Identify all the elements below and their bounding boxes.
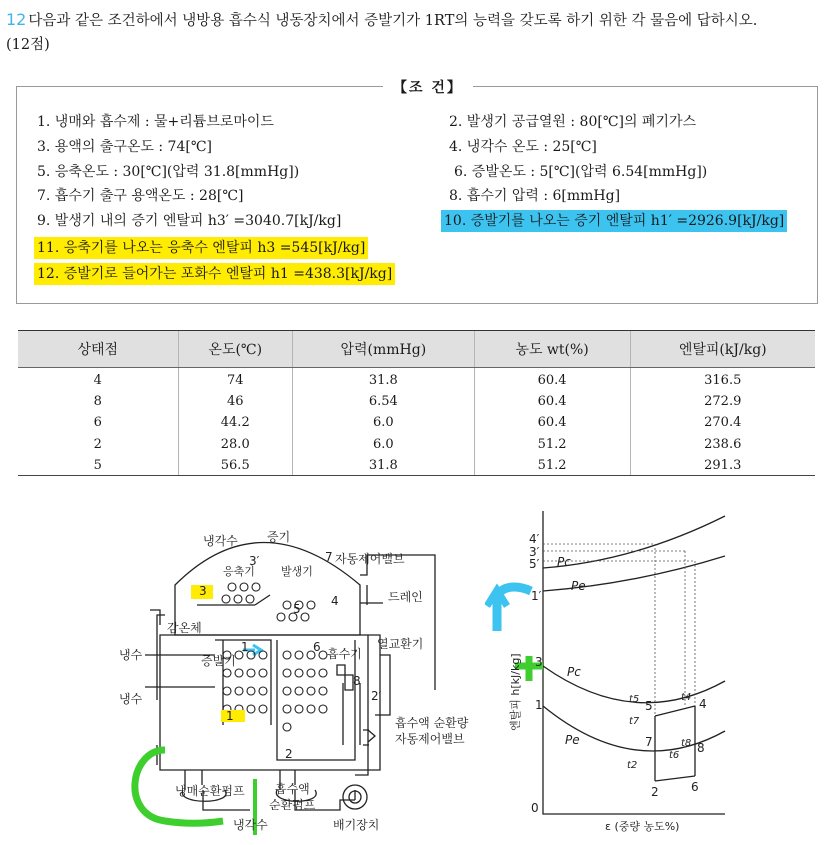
y-point-3: 3 [535,655,543,669]
label-heat-exchanger: 열교환기 [377,637,424,651]
point-5: 5 [293,602,301,616]
table-header-row [18,331,815,368]
point-3: 3 [199,584,207,598]
condition-2: 2. 발생기 공급열원 : 80[℃]의 폐기가스 [449,114,697,130]
diagram-x-axis-label: ε (중량 농도%) [605,820,680,833]
temp-label-t7: t7 [629,716,640,727]
temp-label-t5: t5 [629,694,640,705]
condition-11: 11. 응축기를 나오는 응축수 엔탈피 h3 =545[kJ/kg] [34,237,368,259]
table-cell: 60.4 [474,368,630,390]
condition-6: 6. 증발온도 : 5[℃](압력 6.54[mmHg]) [454,164,708,180]
table-cell: 6.54 [293,389,475,411]
table-cell: 316.5 [630,368,815,390]
label-absorber: 흡수기 [327,647,362,661]
temp-label-t4: t4 [681,692,692,703]
table-cell: 60.4 [474,411,630,433]
table-row [18,432,815,454]
temp-label-t6: t6 [669,750,680,761]
condition-4: 4. 냉각수 온도 : 25[℃] [449,139,597,155]
table-cell: 44.2 [178,411,293,433]
label-solution-pump-2: 순환펌프 [269,798,316,812]
state-point-8: 8 [697,741,705,755]
label-evaporator: 증발기 [201,654,236,668]
temp-label-t2: t2 [627,760,638,771]
condition-5: 5. 응축온도 : 30[℃](압력 31.8[mmHg]) [37,164,300,180]
label-generator: 발생기 [281,565,313,578]
table-cell: 5 [18,454,178,476]
table-row [18,389,815,411]
header-temperature: 온도(℃) [178,331,293,368]
label-auto-valve: 자동제어밸브 [335,552,405,566]
label-cooling-water-top: 냉각수 [203,534,238,548]
header-concentration: 농도 wt(%) [474,331,630,368]
question-text: 다음과 같은 조건하에서 냉방용 흡수식 냉동장치에서 증발기가 1RT의 능력을 갖도록 하기 위한 각 물음에 답하시오. [28,13,758,29]
label-solution-pump-1: 흡수액 [275,782,310,796]
table-cell: 6 [93,415,102,431]
state-point-7: 7 [645,735,653,749]
y-point-1prime: 1′ [531,589,542,603]
condition-7: 7. 흡수기 출구 용액온도 : 28[℃] [37,188,244,204]
y-point-4prime: 4′ [529,532,540,546]
table-cell: 60.4 [474,389,630,411]
table-row [18,454,815,476]
curve-label-pe-lower: Pe [565,733,580,747]
table-cell: 6.0 [293,432,475,454]
condition-10: 10. 증발기를 나오는 증기 엔탈피 h1′ =2926.9[kJ/kg] [441,210,787,232]
header-state-point: 상태점 [18,331,178,368]
table-cell: 46 [178,389,293,411]
table-row [18,411,815,433]
table-cell: 272.9 [630,389,815,411]
table-cell: 238.6 [630,432,815,454]
condition-12: 12. 증발기로 들어가는 포화수 엔탈피 h1 =438.3[kJ/kg] [34,263,395,285]
point-7: 7 [325,550,333,564]
table-cell: 51.2 [474,454,630,476]
point-2: 2 [285,747,293,761]
question [6,8,832,57]
diagram-origin: 0 [531,801,539,815]
label-exhaust: 배기장치 [333,818,380,832]
y-point-1: 1 [535,698,543,712]
table-cell: 6.0 [293,411,475,433]
point-3prime: 3′ [249,554,260,568]
condition-8: 8. 흡수기 압력 : 6[mmHg] [449,188,621,204]
condition-1: 1. 냉매와 흡수제 : 물+리튬브로마이드 [37,114,274,130]
table-cell: 28.0 [178,432,293,454]
temp-label-t8: t8 [681,738,692,749]
table-cell: 31.8 [293,454,475,476]
table-cell: 8 [93,393,102,409]
state-point-5: 5 [645,699,653,713]
label-solution-valve-1: 흡수액 순환량 [395,716,469,730]
table-row [18,368,815,390]
label-solution-valve-2: 자동제어밸브 [395,732,465,746]
curve-label-pe-upper: Pe [571,579,586,593]
label-cooling-water-bottom: 냉각수 [233,818,268,832]
point-1-bottom: 1 [226,709,234,723]
point-4: 4 [331,594,339,608]
diagram-y-axis-label: 엔탈피 h[kJ/kg] [509,653,522,731]
state-point-4: 4 [699,697,707,711]
curve-label-pc-upper: Pc [557,555,571,569]
label-cold-water-out: 냉수 [119,648,143,662]
question-points: (12점) [6,37,50,53]
label-refrigerant-pump: 냉매순환펌프 [175,784,245,798]
point-6: 6 [313,640,321,654]
table-cell: 74 [178,368,293,390]
table-cell: 31.8 [293,368,475,390]
point-8: 8 [353,674,361,688]
state-table [18,330,815,476]
label-drain: 드레인 [388,590,423,604]
conditions-title: 【조 건】 [383,77,473,97]
enthalpy-concentration-diagram [485,506,735,841]
label-condenser: 응축기 [223,565,255,578]
table-cell: 56.5 [178,454,293,476]
table-cell: 291.3 [630,454,815,476]
state-point-2: 2 [651,785,659,799]
condition-9: 9. 발생기 내의 증기 엔탈피 h3′ =3040.7[kJ/kg] [37,213,342,229]
table-cell: 4 [93,372,102,388]
table-cell: 51.2 [474,432,630,454]
conditions-box [16,80,818,304]
y-point-5prime: 5′ [529,557,540,571]
point-2prime: 2′ [371,689,382,703]
header-enthalpy: 엔탈피(kJ/kg) [630,331,815,368]
point-1-top: 1 [241,640,249,654]
state-point-6: 6 [691,780,699,794]
table-cell: 2 [93,436,102,452]
absorption-system-schematic [105,515,495,840]
condition-3: 3. 용액의 출구온도 : 74[℃] [37,139,212,155]
label-cold-water-in: 냉수 [119,692,143,706]
question-number: 12 [6,10,27,29]
y-point-3prime: 3′ [529,545,540,559]
label-thermosensor: 감온체 [167,621,202,635]
curve-label-pc-lower: Pc [567,665,581,679]
header-pressure: 압력(mmHg) [293,331,475,368]
table-cell: 270.4 [630,411,815,433]
label-steam: 증기 [267,530,291,544]
